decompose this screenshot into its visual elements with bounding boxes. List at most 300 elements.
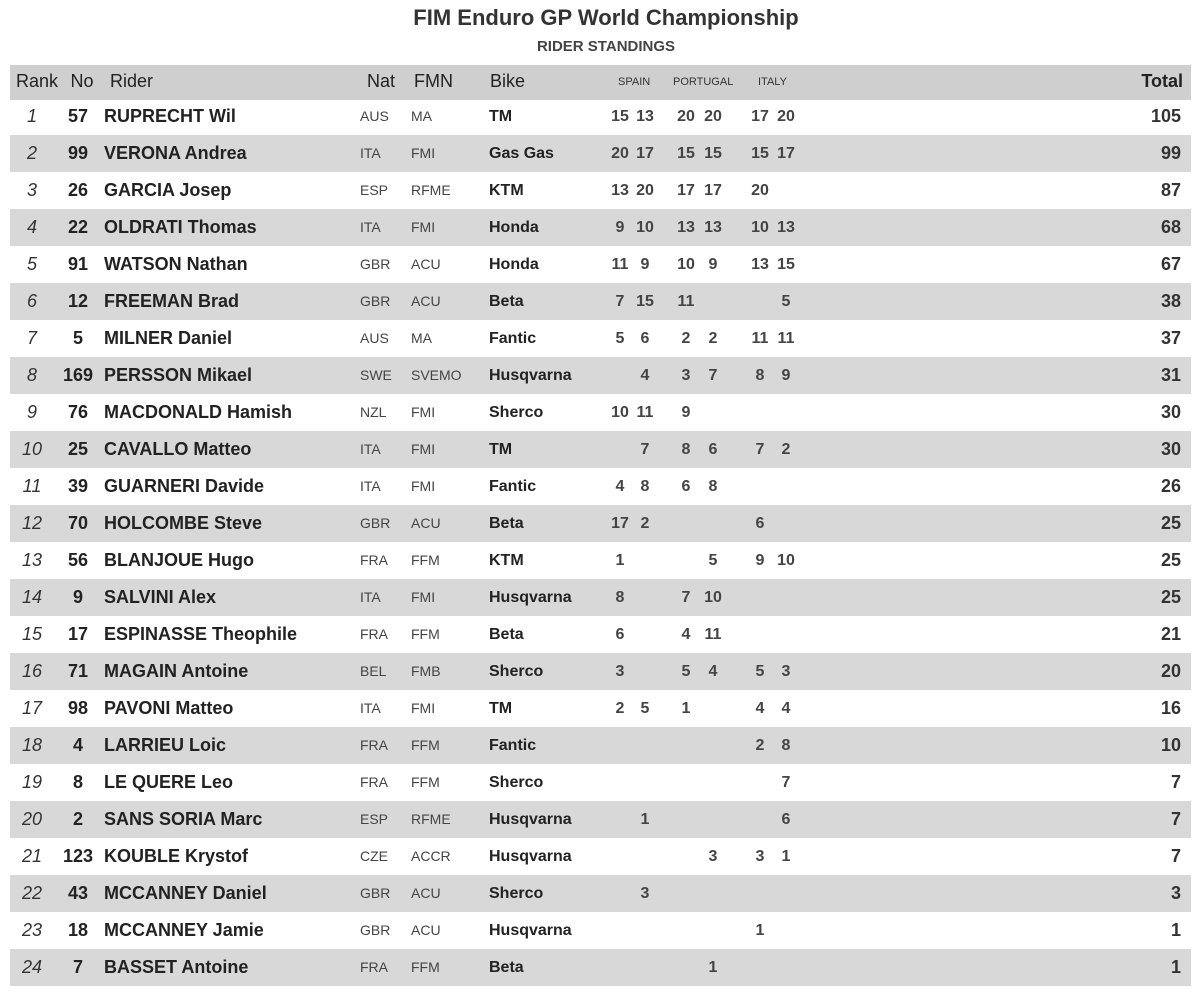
points-cell (698, 764, 728, 801)
table-row[interactable] (10, 727, 1191, 764)
bike-cell: TM (489, 441, 513, 458)
rank-cell: 21 (21, 846, 43, 866)
points-cell: 20 (611, 145, 629, 162)
rider-name-cell: WATSON Nathan (104, 254, 248, 274)
table-row[interactable] (10, 579, 1191, 616)
points-cell: 2 (708, 330, 718, 347)
fmn-cell: ACU (411, 922, 441, 938)
table-row[interactable] (10, 542, 1191, 579)
points-cell: 1 (681, 700, 691, 717)
points-cell: 15 (704, 145, 722, 162)
points-cell: 10 (611, 404, 629, 421)
points-cell: 7 (640, 441, 650, 458)
points-cell: 15 (751, 145, 769, 162)
fmn-cell: FFM (411, 552, 440, 568)
points-cell: 10 (777, 552, 795, 569)
points-cell (671, 764, 701, 801)
points-cell: 17 (677, 182, 695, 199)
rider-number-cell: 4 (72, 735, 83, 755)
table-row[interactable] (10, 468, 1191, 505)
points-cell (671, 912, 701, 949)
points-cell: 8 (615, 589, 625, 606)
table-row[interactable] (10, 98, 1191, 135)
points-cell: 8 (781, 737, 791, 754)
rider-number-cell: 7 (72, 957, 83, 977)
table-row[interactable] (10, 135, 1191, 172)
points-cell (771, 616, 801, 653)
rider-number-cell: 76 (67, 402, 89, 422)
points-cell (671, 875, 701, 912)
page-title: FIM Enduro GP World Championship (413, 5, 799, 30)
bike-cell: Sherco (489, 774, 544, 791)
rank-cell: 2 (26, 143, 37, 163)
fmn-cell: MA (411, 108, 432, 124)
header-total[interactable]: Total (1141, 71, 1183, 91)
nationality-cell: ITA (360, 700, 381, 716)
nationality-cell: FRA (360, 959, 388, 975)
points-cell: 17 (636, 145, 654, 162)
bike-cell: Beta (489, 959, 524, 976)
points-cell: 6 (755, 515, 765, 532)
points-cell: 11 (704, 626, 722, 643)
points-cell: 17 (704, 182, 722, 199)
points-cell: 9 (755, 552, 765, 569)
fmn-cell: FFM (411, 774, 440, 790)
table-row[interactable] (10, 912, 1191, 949)
nationality-cell: ITA (360, 219, 381, 235)
rank-cell: 16 (21, 661, 43, 681)
table-row[interactable] (10, 801, 1191, 838)
points-cell: 6 (615, 626, 625, 643)
points-cell: 20 (777, 108, 795, 125)
page-subtitle: RIDER STANDINGS (536, 38, 676, 55)
points-cell: 9 (681, 404, 691, 421)
points-cell (630, 579, 660, 616)
points-cell (698, 690, 728, 727)
rider-name-cell: FREEMAN Brad (104, 291, 240, 311)
points-cell: 11 (777, 330, 795, 347)
rider-number-cell: 2 (72, 809, 83, 829)
points-cell: 11 (751, 330, 769, 347)
rider-number-cell: 56 (67, 550, 89, 570)
bike-cell: Fantic (489, 478, 537, 495)
points-cell: 3 (681, 367, 691, 384)
total-cell: 26 (1160, 476, 1181, 496)
points-cell: 4 (681, 626, 691, 643)
points-cell: 13 (636, 108, 654, 125)
bike-cell: KTM (489, 182, 524, 199)
rider-name-cell: PAVONI Matteo (104, 698, 234, 718)
points-cell: 9 (781, 367, 791, 384)
rider-name-cell: HOLCOMBE Steve (104, 513, 263, 533)
header-rider[interactable]: Rider (110, 71, 154, 91)
fmn-cell: SVEMO (411, 367, 462, 383)
fmn-cell: FFM (411, 959, 440, 975)
points-cell: 2 (681, 330, 691, 347)
total-cell: 31 (1160, 365, 1181, 385)
points-cell: 7 (681, 589, 691, 606)
table-header (10, 65, 1191, 100)
points-cell: 5 (681, 663, 691, 680)
rank-cell: 18 (21, 735, 43, 755)
rider-number-cell: 70 (67, 513, 89, 533)
rider-number-cell: 71 (67, 661, 89, 681)
header-bike[interactable]: Bike (490, 71, 526, 91)
points-cell: 17 (611, 515, 629, 532)
points-cell: 7 (708, 367, 718, 384)
rider-name-cell: SANS SORIA Marc (104, 809, 263, 829)
points-cell: 4 (755, 700, 765, 717)
rank-cell: 4 (26, 217, 37, 237)
header-rank[interactable]: Rank (15, 71, 59, 91)
total-cell: 25 (1160, 550, 1181, 570)
points-cell: 2 (615, 700, 625, 717)
points-cell (671, 542, 701, 579)
bike-cell: Fantic (489, 330, 537, 347)
table-row[interactable] (10, 283, 1191, 320)
nationality-cell: GBR (360, 256, 391, 272)
points-cell (771, 949, 801, 986)
points-cell (771, 468, 801, 505)
bike-cell: KTM (489, 552, 524, 569)
points-cell: 5 (755, 663, 765, 680)
header-no[interactable]: No (70, 71, 94, 91)
table-row[interactable] (10, 875, 1191, 912)
rider-name-cell: MCCANNEY Daniel (104, 883, 267, 903)
rank-cell: 11 (22, 476, 42, 496)
points-cell (698, 912, 728, 949)
bike-cell: Husqvarna (489, 848, 572, 865)
points-cell: 1 (615, 552, 625, 569)
rider-name-cell: MCCANNEY Jamie (104, 920, 264, 940)
rank-cell: 7 (26, 328, 37, 348)
points-cell: 4 (615, 478, 625, 495)
points-cell (698, 875, 728, 912)
rank-cell: 1 (26, 106, 37, 126)
fmn-cell: FMI (411, 404, 436, 420)
total-cell: 3 (1170, 883, 1181, 903)
points-cell: 8 (681, 441, 691, 458)
points-cell: 1 (708, 959, 718, 976)
points-cell (630, 616, 660, 653)
points-cell: 1 (781, 848, 791, 865)
total-cell: 67 (1160, 254, 1181, 274)
bike-cell: Honda (489, 256, 539, 273)
table-row[interactable] (10, 320, 1191, 357)
table-row[interactable] (10, 949, 1191, 986)
points-cell: 20 (751, 182, 769, 199)
nationality-cell: GBR (360, 515, 391, 531)
points-cell (671, 727, 701, 764)
rider-name-cell: KOUBLE Krystof (104, 846, 249, 866)
bike-cell: Fantic (489, 737, 537, 754)
table-row[interactable] (10, 172, 1191, 209)
rider-name-cell: CAVALLO Matteo (104, 439, 252, 459)
rank-cell: 23 (21, 920, 43, 940)
rank-cell: 15 (21, 624, 43, 644)
points-cell: 6 (681, 478, 691, 495)
header-event-italy[interactable]: ITALY (758, 76, 787, 88)
fmn-cell: FFM (411, 626, 440, 642)
points-cell (671, 838, 701, 875)
rank-cell: 9 (26, 402, 37, 422)
fmn-cell: FMI (411, 145, 436, 161)
rider-number-cell: 91 (67, 254, 89, 274)
points-cell (771, 172, 801, 209)
total-cell: 25 (1160, 513, 1181, 533)
rider-number-cell: 99 (67, 143, 89, 163)
points-cell (671, 801, 701, 838)
total-cell: 1 (1170, 957, 1181, 977)
points-cell (771, 394, 801, 431)
table-row[interactable] (10, 394, 1191, 431)
rank-cell: 6 (26, 291, 37, 311)
header-fmn[interactable]: FMN (414, 71, 453, 91)
rider-number-cell: 169 (62, 365, 94, 385)
rider-number-cell: 8 (72, 772, 83, 792)
points-cell: 11 (611, 256, 629, 273)
rider-number-cell: 12 (67, 291, 89, 311)
points-cell: 8 (755, 367, 765, 384)
rider-name-cell: BASSET Antoine (104, 957, 249, 977)
nationality-cell: ESP (360, 182, 389, 198)
table-row[interactable] (10, 764, 1191, 801)
rider-number-cell: 25 (67, 439, 89, 459)
total-cell: 38 (1160, 291, 1181, 311)
points-cell (698, 727, 728, 764)
points-cell (630, 764, 660, 801)
points-cell (698, 394, 728, 431)
points-cell: 17 (777, 145, 795, 162)
total-cell: 20 (1160, 661, 1181, 681)
rider-number-cell: 18 (67, 920, 89, 940)
fmn-cell: FMI (411, 478, 436, 494)
total-cell: 21 (1160, 624, 1181, 644)
bike-cell: Honda (489, 219, 539, 236)
points-cell: 3 (640, 885, 650, 902)
points-cell: 4 (708, 663, 718, 680)
rider-name-cell: VERONA Andrea (104, 143, 247, 163)
points-cell: 13 (677, 219, 695, 236)
table-row[interactable] (10, 431, 1191, 468)
rank-cell: 22 (21, 883, 43, 903)
points-cell: 20 (677, 108, 695, 125)
rider-number-cell: 5 (72, 328, 83, 348)
total-cell: 37 (1160, 328, 1181, 348)
nationality-cell: FRA (360, 774, 388, 790)
rider-name-cell: GARCIA Josep (104, 180, 232, 200)
points-cell: 10 (677, 256, 695, 273)
rider-name-cell: MACDONALD Hamish (104, 402, 293, 422)
bike-cell: Sherco (489, 885, 544, 902)
bike-cell: Beta (489, 515, 524, 532)
points-cell: 2 (755, 737, 765, 754)
points-cell: 10 (636, 219, 654, 236)
nationality-cell: BEL (360, 663, 387, 679)
points-cell (771, 912, 801, 949)
points-cell (630, 542, 660, 579)
nationality-cell: CZE (360, 848, 388, 864)
rider-number-cell: 98 (67, 698, 89, 718)
nationality-cell: GBR (360, 885, 391, 901)
header-event-spain[interactable]: SPAIN (618, 76, 651, 88)
fmn-cell: FMB (411, 663, 441, 679)
nationality-cell: AUS (360, 330, 389, 346)
points-cell: 9 (615, 219, 625, 236)
points-cell: 6 (708, 441, 718, 458)
rider-name-cell: MAGAIN Antoine (104, 661, 249, 681)
points-cell: 5 (640, 700, 650, 717)
rider-name-cell: GUARNERI Davide (104, 476, 265, 496)
total-cell: 16 (1160, 698, 1181, 718)
points-cell: 15 (677, 145, 695, 162)
fmn-cell: FMI (411, 700, 436, 716)
total-cell: 30 (1160, 439, 1181, 459)
points-cell (671, 949, 701, 986)
bike-cell: Gas Gas (489, 145, 554, 162)
rider-name-cell: LARRIEU Loic (104, 735, 227, 755)
rank-cell: 5 (26, 254, 37, 274)
fmn-cell: RFME (411, 811, 451, 827)
rider-number-cell: 39 (67, 476, 89, 496)
fmn-cell: MA (411, 330, 432, 346)
nationality-cell: FRA (360, 552, 388, 568)
nationality-cell: GBR (360, 922, 391, 938)
bike-cell: Sherco (489, 404, 544, 421)
rider-name-cell: PERSSON Mikael (104, 365, 253, 385)
table-row[interactable] (10, 653, 1191, 690)
bike-cell: Beta (489, 626, 524, 643)
fmn-cell: ACCR (411, 848, 451, 864)
points-cell (671, 505, 701, 542)
points-cell: 7 (781, 774, 791, 791)
points-cell: 6 (640, 330, 650, 347)
table-row[interactable] (10, 838, 1191, 875)
points-cell: 10 (704, 589, 722, 606)
points-cell: 9 (640, 256, 650, 273)
total-cell: 1 (1170, 920, 1181, 940)
points-cell (630, 949, 660, 986)
nationality-cell: ITA (360, 589, 381, 605)
points-cell (698, 283, 728, 320)
points-cell: 6 (781, 811, 791, 828)
points-cell (630, 838, 660, 875)
table-row[interactable] (10, 357, 1191, 394)
rank-cell: 20 (21, 809, 43, 829)
fmn-cell: FMI (411, 589, 436, 605)
total-cell: 7 (1170, 772, 1181, 792)
nationality-cell: SWE (360, 367, 392, 383)
points-cell: 7 (615, 293, 625, 310)
points-cell: 8 (640, 478, 650, 495)
points-cell (771, 579, 801, 616)
points-cell: 5 (781, 293, 791, 310)
points-cell: 3 (708, 848, 718, 865)
points-cell: 5 (615, 330, 625, 347)
fmn-cell: ACU (411, 885, 441, 901)
points-cell: 17 (751, 108, 769, 125)
points-cell: 7 (755, 441, 765, 458)
points-cell: 13 (751, 256, 769, 273)
rider-name-cell: MILNER Daniel (104, 328, 233, 348)
header-nat[interactable]: Nat (367, 71, 396, 91)
bike-cell: TM (489, 108, 513, 125)
table-row[interactable] (10, 690, 1191, 727)
points-cell (630, 727, 660, 764)
fmn-cell: ACU (411, 256, 441, 272)
bike-cell: Beta (489, 293, 524, 310)
rank-cell: 12 (21, 513, 43, 533)
rider-name-cell: RUPRECHT Wil (104, 106, 236, 126)
total-cell: 68 (1160, 217, 1181, 237)
points-cell (698, 505, 728, 542)
points-cell: 1 (755, 922, 765, 939)
points-cell: 2 (781, 441, 791, 458)
fmn-cell: RFME (411, 182, 451, 198)
rank-cell: 13 (21, 550, 43, 570)
total-cell: 10 (1160, 735, 1181, 755)
points-cell: 8 (708, 478, 718, 495)
bike-cell: Husqvarna (489, 589, 572, 606)
fmn-cell: ACU (411, 293, 441, 309)
table-row[interactable] (10, 209, 1191, 246)
nationality-cell: NZL (360, 404, 387, 420)
points-cell: 15 (777, 256, 795, 273)
rider-name-cell: LE QUERE Leo (104, 772, 234, 792)
table-row[interactable] (10, 505, 1191, 542)
rider-name-cell: ESPINASSE Theophile (104, 624, 298, 644)
rank-cell: 10 (21, 439, 43, 459)
bike-cell: Husqvarna (489, 922, 572, 939)
total-cell: 7 (1170, 846, 1181, 866)
rank-cell: 14 (21, 587, 43, 607)
nationality-cell: FRA (360, 737, 388, 753)
rider-number-cell: 43 (67, 883, 89, 903)
fmn-cell: FMI (411, 441, 436, 457)
points-cell: 15 (611, 108, 629, 125)
rank-cell: 24 (21, 957, 43, 977)
points-cell: 3 (781, 663, 791, 680)
total-cell: 30 (1160, 402, 1181, 422)
rider-number-cell: 22 (67, 217, 89, 237)
table-row[interactable] (10, 246, 1191, 283)
points-cell: 13 (777, 219, 795, 236)
points-cell: 9 (708, 256, 718, 273)
bike-cell: Sherco (489, 663, 544, 680)
points-cell: 20 (636, 182, 654, 199)
points-cell: 3 (615, 663, 625, 680)
table-row[interactable] (10, 616, 1191, 653)
fmn-cell: FFM (411, 737, 440, 753)
points-cell: 10 (751, 219, 769, 236)
points-cell: 11 (677, 293, 695, 310)
rider-number-cell: 17 (67, 624, 89, 644)
points-cell: 1 (640, 811, 650, 828)
points-cell (630, 912, 660, 949)
rider-name-cell: SALVINI Alex (104, 587, 217, 607)
rider-number-cell: 57 (67, 106, 89, 126)
header-event-portugal[interactable]: PORTUGAL (673, 76, 734, 88)
rider-name-cell: BLANJOUE Hugo (104, 550, 254, 570)
bike-cell: Husqvarna (489, 367, 572, 384)
fmn-cell: ACU (411, 515, 441, 531)
nationality-cell: GBR (360, 293, 391, 309)
total-cell: 25 (1160, 587, 1181, 607)
rider-number-cell: 9 (72, 587, 83, 607)
rider-number-cell: 123 (62, 846, 94, 866)
fmn-cell: FMI (411, 219, 436, 235)
rank-cell: 3 (26, 180, 37, 200)
